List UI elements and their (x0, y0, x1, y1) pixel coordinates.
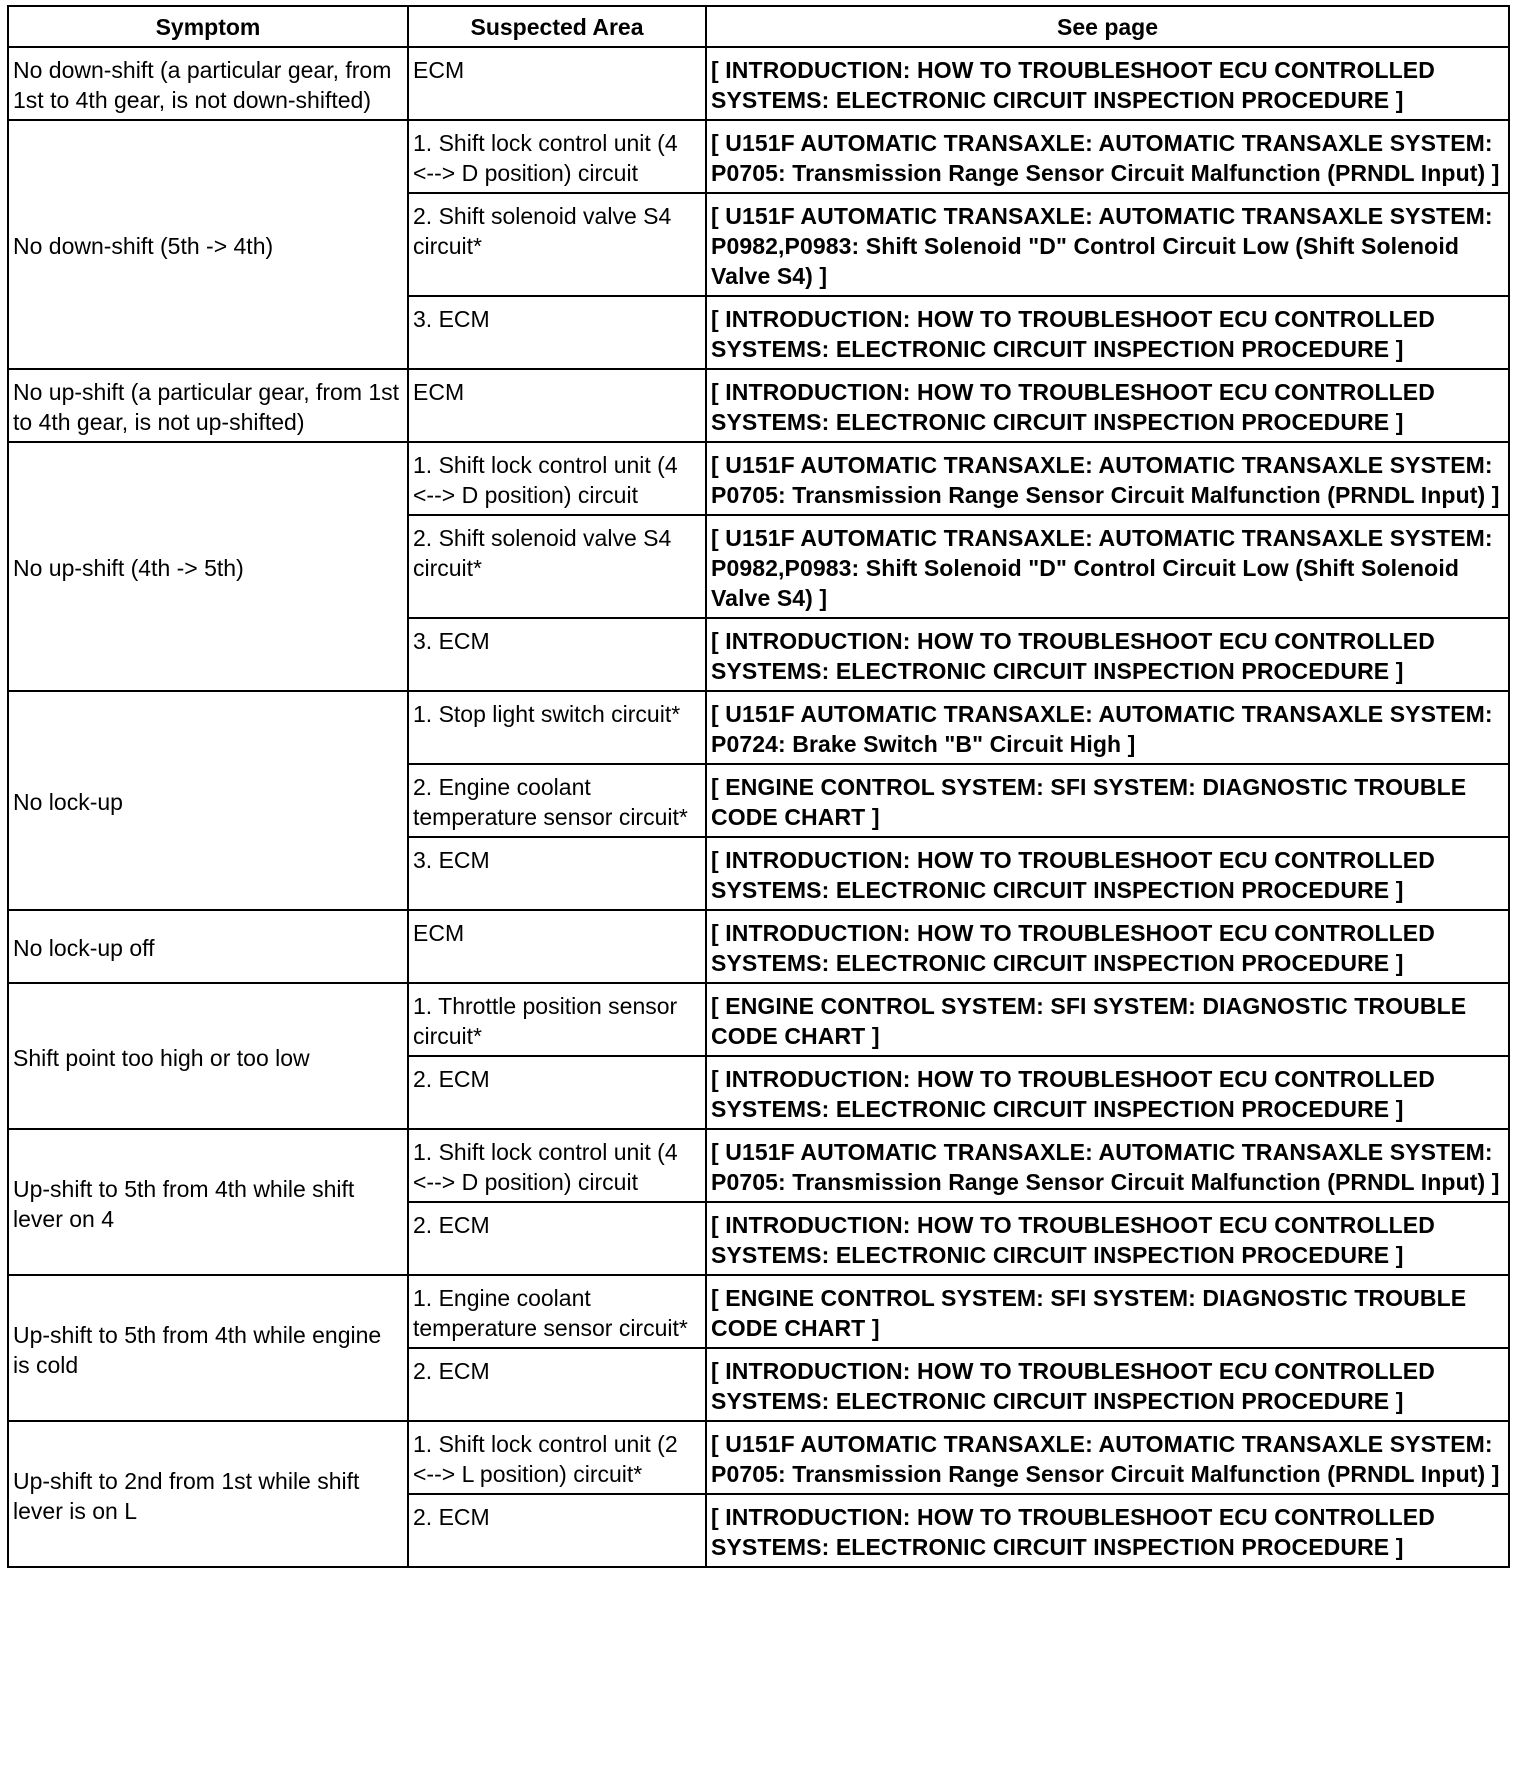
table-row (8, 910, 1509, 983)
see-page-link[interactable]: [ INTRODUCTION: HOW TO TROUBLESHOOT ECU CONTROLLED SYSTEMS: ELECTRONIC CIRCUIT INSPECTION PROCEDURE ] (706, 1494, 1509, 1567)
see-page-link[interactable]: [ ENGINE CONTROL SYSTEM: SFI SYSTEM: DIAGNOSTIC TROUBLE CODE CHART ] (706, 1275, 1509, 1348)
table-row (8, 442, 1509, 515)
symptom-cell: No up-shift (4th -> 5th) (8, 442, 408, 691)
symptom-cell: Shift point too high or too low (8, 983, 408, 1129)
table-row (8, 47, 1509, 120)
see-page-link[interactable]: [ U151F AUTOMATIC TRANSAXLE: AUTOMATIC TRANSAXLE SYSTEM: P0982,P0983: Shift Solenoid "D" Control Circuit Low (Shift Solenoid Valve S4) ] (706, 193, 1509, 296)
header-see-page: See page (706, 6, 1509, 47)
see-page-link[interactable]: [ INTRODUCTION: HOW TO TROUBLESHOOT ECU CONTROLLED SYSTEMS: ELECTRONIC CIRCUIT INSPECTION PROCEDURE ] (706, 910, 1509, 983)
suspected-area-cell: ECM (408, 910, 706, 983)
header-symptom: Symptom (8, 6, 408, 47)
table-row (8, 691, 1509, 764)
table-header (8, 6, 1509, 47)
table-row (8, 1421, 1509, 1494)
suspected-area-cell: 3. ECM (408, 296, 706, 369)
suspected-area-cell: ECM (408, 47, 706, 120)
header-row (8, 6, 1509, 47)
see-page-link[interactable]: [ U151F AUTOMATIC TRANSAXLE: AUTOMATIC TRANSAXLE SYSTEM: P0705: Transmission Range Sensor Circuit Malfunction (PRNDL Input) ] (706, 120, 1509, 193)
suspected-area-cell: 2. Shift solenoid valve S4 circuit* (408, 515, 706, 618)
suspected-area-cell: 2. Shift solenoid valve S4 circuit* (408, 193, 706, 296)
table-row (8, 120, 1509, 193)
suspected-area-cell: 2. ECM (408, 1348, 706, 1421)
symptom-cell: Up-shift to 5th from 4th while engine is cold (8, 1275, 408, 1421)
suspected-area-cell: ECM (408, 369, 706, 442)
suspected-area-cell: 2. ECM (408, 1494, 706, 1567)
suspected-area-cell: 2. Engine coolant temperature sensor circuit* (408, 764, 706, 837)
suspected-area-cell: 1. Shift lock control unit (4 <--> D position) circuit (408, 120, 706, 193)
see-page-link[interactable]: [ INTRODUCTION: HOW TO TROUBLESHOOT ECU CONTROLLED SYSTEMS: ELECTRONIC CIRCUIT INSPECTION PROCEDURE ] (706, 369, 1509, 442)
table-row (8, 1275, 1509, 1348)
symptom-cell: No lock-up off (8, 910, 408, 983)
see-page-link[interactable]: [ ENGINE CONTROL SYSTEM: SFI SYSTEM: DIAGNOSTIC TROUBLE CODE CHART ] (706, 764, 1509, 837)
symptom-cell: Up-shift to 2nd from 1st while shift lever is on L (8, 1421, 408, 1567)
see-page-link[interactable]: [ INTRODUCTION: HOW TO TROUBLESHOOT ECU CONTROLLED SYSTEMS: ELECTRONIC CIRCUIT INSPECTION PROCEDURE ] (706, 618, 1509, 691)
symptom-cell: Up-shift to 5th from 4th while shift lever on 4 (8, 1129, 408, 1275)
see-page-link[interactable]: [ INTRODUCTION: HOW TO TROUBLESHOOT ECU CONTROLLED SYSTEMS: ELECTRONIC CIRCUIT INSPECTION PROCEDURE ] (706, 1202, 1509, 1275)
see-page-link[interactable]: [ INTRODUCTION: HOW TO TROUBLESHOOT ECU CONTROLLED SYSTEMS: ELECTRONIC CIRCUIT INSPECTION PROCEDURE ] (706, 47, 1509, 120)
symptom-table (7, 5, 1510, 1568)
symptom-cell: No lock-up (8, 691, 408, 910)
table-row (8, 983, 1509, 1056)
suspected-area-cell: 3. ECM (408, 837, 706, 910)
table-row (8, 1129, 1509, 1202)
suspected-area-cell: 3. ECM (408, 618, 706, 691)
suspected-area-cell: 1. Engine coolant temperature sensor circuit* (408, 1275, 706, 1348)
see-page-link[interactable]: [ U151F AUTOMATIC TRANSAXLE: AUTOMATIC TRANSAXLE SYSTEM: P0705: Transmission Range Sensor Circuit Malfunction (PRNDL Input) ] (706, 442, 1509, 515)
see-page-link[interactable]: [ INTRODUCTION: HOW TO TROUBLESHOOT ECU CONTROLLED SYSTEMS: ELECTRONIC CIRCUIT INSPECTION PROCEDURE ] (706, 1056, 1509, 1129)
symptom-cell: No down-shift (a particular gear, from 1st to 4th gear, is not down-shifted) (8, 47, 408, 120)
see-page-link[interactable]: [ INTRODUCTION: HOW TO TROUBLESHOOT ECU CONTROLLED SYSTEMS: ELECTRONIC CIRCUIT INSPECTION PROCEDURE ] (706, 1348, 1509, 1421)
suspected-area-cell: 2. ECM (408, 1202, 706, 1275)
suspected-area-cell: 1. Shift lock control unit (4 <--> D position) circuit (408, 1129, 706, 1202)
suspected-area-cell: 1. Shift lock control unit (4 <--> D position) circuit (408, 442, 706, 515)
symptom-cell: No down-shift (5th -> 4th) (8, 120, 408, 369)
see-page-link[interactable]: [ INTRODUCTION: HOW TO TROUBLESHOOT ECU CONTROLLED SYSTEMS: ELECTRONIC CIRCUIT INSPECTION PROCEDURE ] (706, 296, 1509, 369)
see-page-link[interactable]: [ U151F AUTOMATIC TRANSAXLE: AUTOMATIC TRANSAXLE SYSTEM: P0982,P0983: Shift Solenoid "D" Control Circuit Low (Shift Solenoid Valve S4) ] (706, 515, 1509, 618)
table-body (8, 47, 1509, 1567)
header-suspected-area: Suspected Area (408, 6, 706, 47)
see-page-link[interactable]: [ INTRODUCTION: HOW TO TROUBLESHOOT ECU CONTROLLED SYSTEMS: ELECTRONIC CIRCUIT INSPECTION PROCEDURE ] (706, 837, 1509, 910)
see-page-link[interactable]: [ ENGINE CONTROL SYSTEM: SFI SYSTEM: DIAGNOSTIC TROUBLE CODE CHART ] (706, 983, 1509, 1056)
table-row (8, 369, 1509, 442)
see-page-link[interactable]: [ U151F AUTOMATIC TRANSAXLE: AUTOMATIC TRANSAXLE SYSTEM: P0705: Transmission Range Sensor Circuit Malfunction (PRNDL Input) ] (706, 1421, 1509, 1494)
suspected-area-cell: 1. Stop light switch circuit* (408, 691, 706, 764)
suspected-area-cell: 2. ECM (408, 1056, 706, 1129)
see-page-link[interactable]: [ U151F AUTOMATIC TRANSAXLE: AUTOMATIC TRANSAXLE SYSTEM: P0705: Transmission Range Sensor Circuit Malfunction (PRNDL Input) ] (706, 1129, 1509, 1202)
suspected-area-cell: 1. Shift lock control unit (2 <--> L position) circuit* (408, 1421, 706, 1494)
see-page-link[interactable]: [ U151F AUTOMATIC TRANSAXLE: AUTOMATIC TRANSAXLE SYSTEM: P0724: Brake Switch "B" Circuit High ] (706, 691, 1509, 764)
symptom-cell: No up-shift (a particular gear, from 1st to 4th gear, is not up-shifted) (8, 369, 408, 442)
troubleshooting-table-container (7, 5, 1508, 1568)
suspected-area-cell: 1. Throttle position sensor circuit* (408, 983, 706, 1056)
